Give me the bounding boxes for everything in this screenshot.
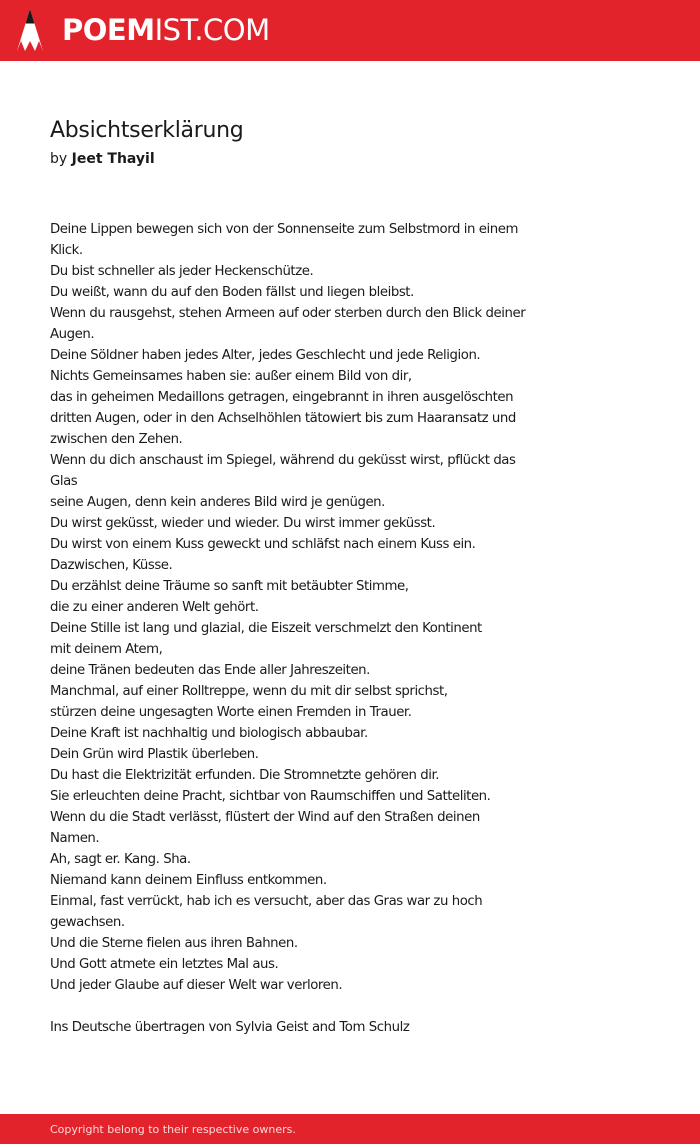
poem-line: Klick. (50, 243, 83, 258)
poem-line: Deine Kraft ist nachhaltig und biologisch abbaubar. (50, 726, 368, 741)
poem-line: Deine Stille ist lang und glazial, die Eiszeit verschmelzt den Kontinent (50, 621, 482, 636)
poem-line: Deine Söldner haben jedes Alter, jedes Geschlecht und jede Religion. (50, 348, 481, 363)
site-footer (0, 1114, 700, 1144)
copyright-text: Copyright belong to their respective owners. (50, 1123, 296, 1136)
by-label: by (50, 151, 68, 167)
poem-line: Du weißt, wann du auf den Boden fällst und liegen bleibst. (50, 285, 414, 300)
pencil-icon[interactable] (17, 9, 43, 51)
poem-line: Ah, sagt er. Kang. Sha. (50, 852, 191, 867)
poem-title: Absichtserklärung (50, 118, 244, 143)
poem-line: das in geheimen Medaillons getragen, eingebrannt in ihren ausgelöschten (50, 390, 514, 405)
poem-line: Dazwischen, Küsse. (50, 558, 173, 573)
poem-line: Manchmal, auf einer Rolltreppe, wenn du mit dir selbst sprichst, (50, 684, 448, 699)
poem-line: stürzen deine ungesagten Worte einen Fremden in Trauer. (50, 705, 412, 720)
poem-line: dritten Augen, oder in den Achselhöhlen tätowiert bis zum Haaransatz und (50, 411, 516, 426)
poem-line: Du wirst von einem Kuss geweckt und schläfst nach einem Kuss ein. (50, 537, 476, 552)
poem-line: Wenn du rausgehst, stehen Armeen auf oder sterben durch den Blick deiner (50, 306, 526, 321)
poem-line: gewachsen. (50, 915, 125, 930)
logo-light-text: IST.COM (154, 13, 270, 47)
poem-line: Du erzählst deine Träume so sanft mit betäubter Stimme, (50, 579, 409, 594)
poem-line: Wenn du dich anschaust im Spiegel, während du geküsst wirst, pflückt das (50, 453, 516, 468)
poem-line: Deine Lippen bewegen sich von der Sonnenseite zum Selbstmord in einem (50, 222, 518, 237)
site-logo[interactable] (62, 12, 270, 48)
poem-line: Du hast die Elektrizität erfunden. Die Stromnetzte gehören dir. (50, 768, 440, 783)
poem-body (50, 219, 650, 1038)
poem-line: mit deinem Atem, (50, 642, 163, 657)
poem-line: Niemand kann deinem Einfluss entkommen. (50, 873, 327, 888)
translation-note: Ins Deutsche übertragen von Sylvia Geist and Tom Schulz (50, 1020, 410, 1035)
poem-line: deine Tränen bedeuten das Ende aller Jahreszeiten. (50, 663, 370, 678)
poem-line: Einmal, fast verrückt, hab ich es versucht, aber das Gras war zu hoch (50, 894, 483, 909)
logo-bold-text: POEM (62, 13, 155, 47)
poem-line: Nichts Gemeinsames haben sie: außer einem Bild von dir, (50, 369, 412, 384)
poem-line: Glas (50, 474, 78, 489)
poem-line: Dein Grün wird Plastik überleben. (50, 747, 259, 762)
poem-line: Du wirst geküsst, wieder und wieder. Du wirst immer geküsst. (50, 516, 436, 531)
poem-line: Und die Sterne fielen aus ihren Bahnen. (50, 936, 298, 951)
poem-line: die zu einer anderen Welt gehört. (50, 600, 259, 615)
poem-line: Und Gott atmete ein letztes Mal aus. (50, 957, 279, 972)
poem-line: Sie erleuchten deine Pracht, sichtbar von Raumschiffen und Satteliten. (50, 789, 491, 804)
site-header (0, 0, 700, 61)
poem-line: zwischen den Zehen. (50, 432, 183, 447)
poem-line: Du bist schneller als jeder Heckenschütze. (50, 264, 314, 279)
poem-line: Wenn du die Stadt verlässt, flüstert der Wind auf den Straßen deinen (50, 810, 480, 825)
byline (50, 149, 155, 169)
poem-line: seine Augen, denn kein anderes Bild wird je genügen. (50, 495, 385, 510)
author-name: Jeet Thayil (71, 151, 155, 167)
stanza-gap (50, 996, 650, 1017)
poem-line: Namen. (50, 831, 100, 846)
poem-line: Und jeder Glaube auf dieser Welt war verloren. (50, 978, 343, 993)
poem-line: Augen. (50, 327, 95, 342)
